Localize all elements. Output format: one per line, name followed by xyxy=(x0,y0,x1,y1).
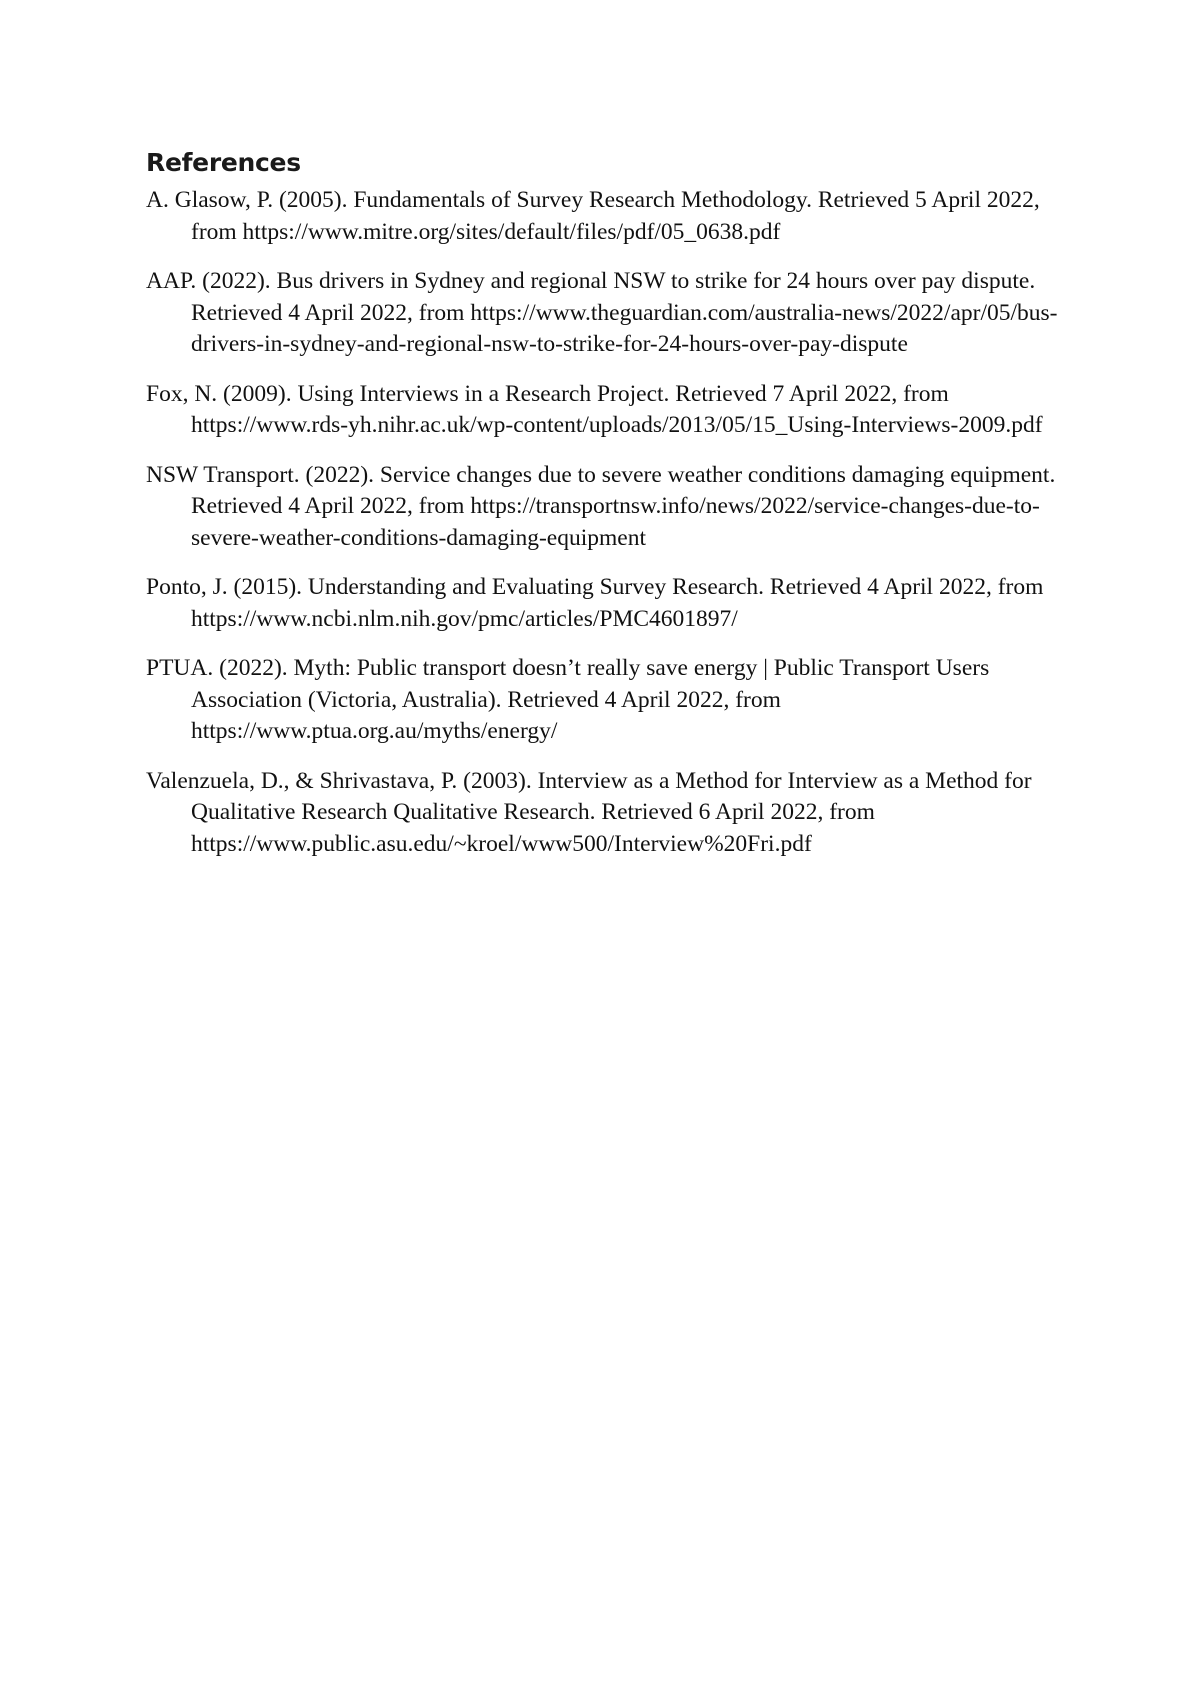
references-heading: References xyxy=(146,148,301,177)
reference-entry: Ponto, J. (2015). Understanding and Evaluating Survey Research. Retrieved 4 April 2022, from https://www.ncbi.nlm.nih.gov/pmc/articles/PMC4601897/ xyxy=(146,574,1044,632)
reference-entry: AAP. (2022). Bus drivers in Sydney and regional NSW to strike for 24 hours over pay dispute. Retrieved 4 April 2022, from https://www.theguardian.com/australia-news/2022/apr/05/bus-drivers-in-sydney-and-regional-nsw-to-strike-for-24-hours-over-pay-dispute xyxy=(146,268,1058,357)
reference-entry: NSW Transport. (2022). Service changes due to severe weather conditions damaging equipment. Retrieved 4 April 2022, from https://transportnsw.info/news/2022/service-changes-due-to-severe-weather-conditions-damaging-equipment xyxy=(146,461,1056,551)
reference-entry: A. Glasow, P. (2005). Fundamentals of Survey Research Methodology. Retrieved 5 April 2022, from https://www.mitre.org/sites/default/files/pdf/05_0638.pdf xyxy=(146,187,1040,245)
reference-entry: Valenzuela, D., & Shrivastava, P. (2003). Interview as a Method for Interview as a Method for Qualitative Research Qualitative Research. Retrieved 6 April 2022, from https://www.public.asu.edu/~kroel/www500/Interview%20Fri.pdf xyxy=(146,767,1032,857)
reference-list xyxy=(146,185,1076,878)
reference-entry: PTUA. (2022). Myth: Public transport doesn’t really save energy | Public Transport Users Association (Victoria, Australia). Retrieved 4 April 2022, from https://www.ptua.org.au/myths/energy/ xyxy=(146,655,990,744)
reference-entry: Fox, N. (2009). Using Interviews in a Research Project. Retrieved 7 April 2022, from https://www.rds-yh.nihr.ac.uk/wp-content/uploads/2013/05/15_Using-Interviews-2009.pdf xyxy=(146,380,1043,438)
